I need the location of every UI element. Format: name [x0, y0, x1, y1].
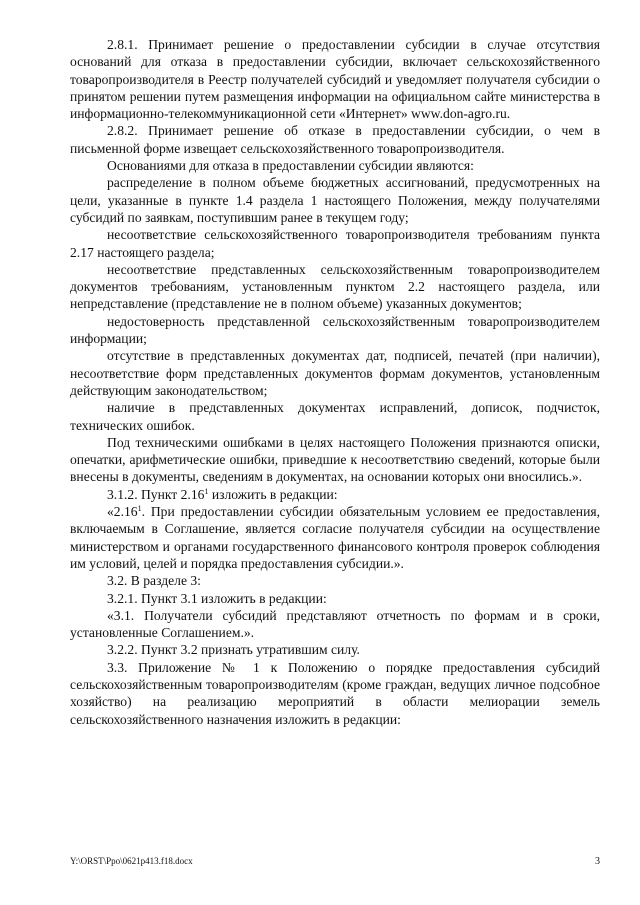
- paragraph-ground-budget: распределение в полном объеме бюджетных ассигнований, предусмотренных на цели, указанные в пункте 1.4 раздела 1 настоящего Положения, между получателями субсидий по заявкам, поступившим ранее в текущем году;: [70, 175, 600, 225]
- paragraph-3-2-1: 3.2.1. Пункт 3.1 изложить в редакции:: [107, 590, 327, 606]
- paragraph-3-1-text: «3.1. Получатели субсидий представляют отчетность по формам и в сроки, установленные Соглашением.».: [70, 607, 600, 641]
- paragraph-technical-errors: Под техническими ошибками в целях настоящего Положения признаются описки, опечатки, арифметические ошибки, приведшие к несоответствию сведений, которые были внесены в документы, сведениям в документах, на основании которых они вносились.».: [70, 434, 600, 485]
- paragraph-3-3: 3.3. Приложение № 1 к Положению о порядке предоставления субсидий сельскохозяйственным товаропроизводителям (кроме граждан, ведущих личное подсобное хозяйство) на реализацию мероприятий в области мелиорации земель сельскохозяйственного назначения изложить в редакции:: [70, 659, 600, 727]
- paragraph-ground-documents: несоответствие представленных сельскохозяйственным товаропроизводителем документов требованиям, установленным пунктом 2.2 настоящего раздела, или непредставление (представление не в полном объеме) указанных документов;: [70, 261, 600, 312]
- paragraph-refusal-grounds: Основаниями для отказа в предоставлении субсидии являются:: [107, 158, 474, 174]
- paragraph-ground-unreliable: недостоверность представленной сельскохозяйственным товаропроизводителем информации;: [70, 313, 600, 347]
- paragraph-2-16-1-text: «2.16$^1$. При предоставлении субсидии обязательным условием ее предоставления, включаемым в Соглашение, является согласие получателя субсидии на осуществление министерством и органами государственного финансового контроля проверок соблюдения им условий, целей и порядка предоставления субсидии.».: [70, 504, 600, 571]
- paragraph-3-1-2: 3.1.2. Пункт 2.16$^1$ изложить в редакции:: [107, 486, 338, 502]
- page-number: 3: [595, 856, 600, 867]
- file-path: Y:\ORST\Ppo\0621p413.f18.docx: [70, 856, 193, 866]
- paragraph-3-2: 3.2. В разделе 3:: [107, 573, 201, 589]
- paragraph-2-8-1: 2.8.1. Принимает решение о предоставлении субсидии в случае отсутствия оснований для отказа в предоставлении субсидии, включает сельскохозяйственного товаропроизводителя в Реестр получателей субсидий и уведомляет получателя субсидии о принятом решении путем размещения информации на официальном сайте министерства в информационно-телекоммуникационной сети «Интернет» www.don-agro.ru.: [70, 37, 600, 122]
- paragraph-2-8-2: 2.8.2. Принимает решение об отказе в предоставлении субсидии, о чем в письменной форме извещает сельскохозяйственного товаропроизводителя.: [70, 123, 600, 156]
- superscript: 1: [204, 486, 209, 496]
- paragraph-ground-missing-details: отсутствие в представленных документах дат, подписей, печатей (при наличии), несоответствие форм представленных документов формам документов, установленным действующим законодательством;: [70, 348, 600, 398]
- superscript: 1: [137, 504, 142, 514]
- paragraph-3-2-2: 3.2.2. Пункт 3.2 признать утратившим силу.: [107, 642, 360, 658]
- paragraph-ground-corrections: наличие в представленных документах исправлений, дописок, подчисток, технических ошибок.: [70, 400, 600, 433]
- paragraph-ground-requirements: несоответствие сельскохозяйственного товаропроизводителя требованиям пункта 2.17 настоящего раздела;: [70, 227, 600, 260]
- document-body: [70, 36, 600, 728]
